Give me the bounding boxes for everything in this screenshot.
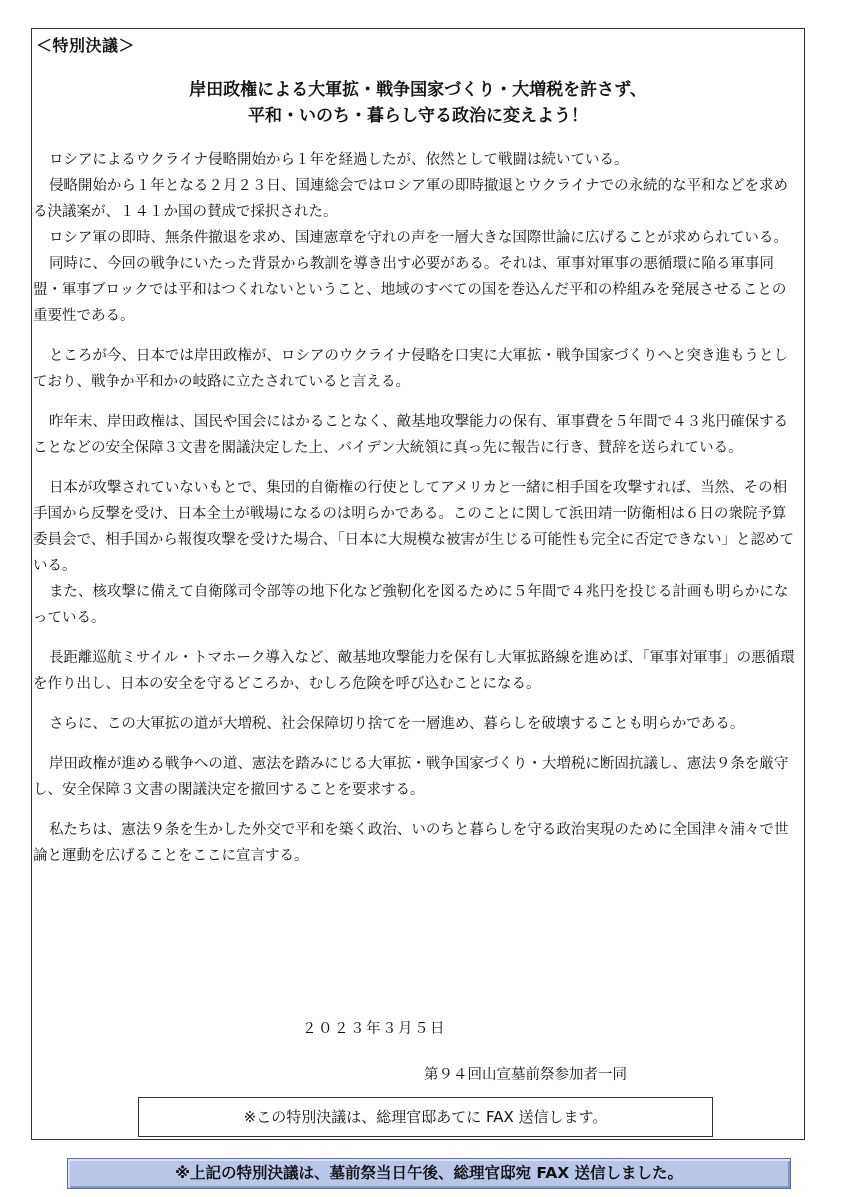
title-line-1: 岸田政権による大軍拡・戦争国家づくり・大増税を許さず、 bbox=[189, 80, 647, 100]
resolution-signer: 第９４回山宣墓前祭参加者一同 bbox=[424, 1067, 627, 1083]
paragraph: 侵略開始から１年となる２月２３日、国連総会ではロシア軍の即時撤退とウクライナでの永続的な平和などを求める決議案が、１４１か国の賛成で採択された。 bbox=[33, 178, 788, 220]
paragraph: さらに、この大軍拡の道が大増税、社会保障切り捨てを一層進め、暮らしを破壊することも明らかである。 bbox=[48, 716, 745, 732]
paragraph: ロシアによるウクライナ侵略開始から１年を経過したが、依然として戦闘は続いている。 bbox=[48, 152, 629, 168]
document-title bbox=[32, 77, 804, 129]
fax-note-box: ※この特別決議は、総理官邸あてに FAX 送信します。 bbox=[138, 1097, 713, 1137]
document-body bbox=[32, 147, 804, 869]
resolution-document bbox=[31, 28, 805, 1140]
paragraph: ロシア軍の即時、無条件撤退を求め、国連憲章を守れの声を一層大きな国際世論に広げることが求められている。 bbox=[48, 230, 788, 246]
paragraph: 昨年末、岸田政権は、国民や国会にはかることなく、敵基地攻撃能力の保有、軍事費を５年間で４３兆円確保することなどの安全保障３文書を閣議決定した上、バイデン大統領に真っ先に報告に行き、賛辞を送られている。 bbox=[33, 414, 789, 456]
paragraph: 日本が攻撃されていないもとで、集団的自衛権の行使としてアメリカと一緒に相手国を攻撃すれば、当然、その相手国から反撃を受け、日本全土が戦場になるのは明らかである。このことに関して浜田靖一防衛相は６日の衆院予算委員会で、相手国から報復攻撃を受けた場合、「日本に大規模な被害が生じる可能性も完全に否定できない」と認めている。 bbox=[33, 480, 794, 574]
paragraph: 長距離巡航ミサイル・トマホーク導入など、敵基地攻撃能力を保有し大軍拡路線を進めば、「軍事対軍事」の悪循環を作り出し、日本の安全を守るどころか、むしろ危険を呼び込むことになる。 bbox=[33, 650, 795, 692]
document-label: ＜特別決議＞ bbox=[36, 36, 136, 55]
paragraph: 私たちは、憲法９条を生かした外交で平和を築く政治、いのちと暮らしを守る政治実現のために全国津々浦々で世論と運動を広げることをここに宣言する。 bbox=[33, 822, 789, 864]
paragraph: 同時に、今回の戦争にいたった背景から教訓を導き出す必要がある。それは、軍事対軍事の悪循環に陥る軍事同盟・軍事ブロックでは平和はつくれないということ、地域のすべての国を巻込んだ平和の枠組みを発展させることの重要性である。 bbox=[33, 256, 787, 324]
postscript-banner: ※上記の特別決議は、墓前祭当日午後、総理官邸宛 FAX 送信しました。 bbox=[67, 1158, 791, 1189]
title-line-2: 平和・いのち・暮らし守る政治に変えよう！ bbox=[248, 106, 588, 126]
paragraph: 岸田政権が進める戦争への道、憲法を踏みにじる大軍拡・戦争国家づくり・大増税に断固抗議し、憲法９条を厳守し、安全保障３文書の閣議決定を撤回することを要求する。 bbox=[33, 756, 789, 798]
paragraph: また、核攻撃に備えて自衛隊司令部等の地下化など強靭化を図るために５年間で４兆円を投じる計画も明らかになっている。 bbox=[33, 584, 789, 626]
resolution-date: ２０２３年３月５日 bbox=[302, 1021, 446, 1037]
paragraph: ところが今、日本では岸田政権が、ロシアのウクライナ侵略を口実に大軍拡・戦争国家づくりへと突き進もうとしており、戦争か平和かの岐路に立たされていると言える。 bbox=[33, 348, 788, 390]
